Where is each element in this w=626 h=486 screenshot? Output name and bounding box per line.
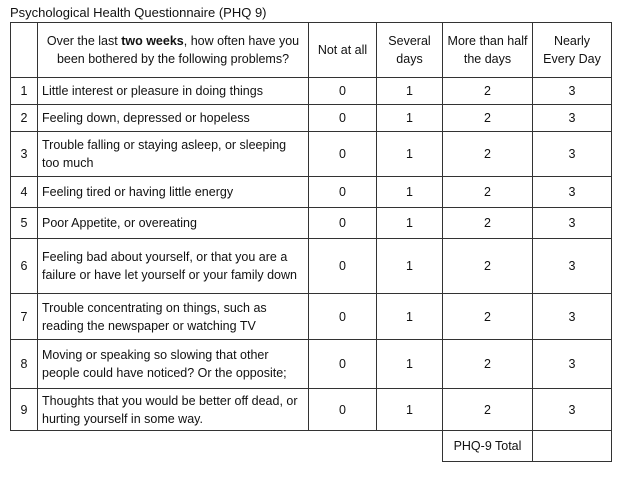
score-nearly-every-day[interactable]: 3	[533, 105, 612, 132]
score-nearly-every-day[interactable]: 3	[533, 208, 612, 239]
score-nearly-every-day[interactable]: 3	[533, 239, 612, 294]
header-nearly-every-day: Nearly Every Day	[533, 23, 612, 78]
phq9-table	[10, 22, 612, 462]
score-not-at-all[interactable]: 0	[309, 105, 377, 132]
question-text: Trouble concentrating on things, such as reading the newspaper or watching TV	[38, 294, 309, 340]
header-number-cell	[11, 23, 38, 78]
question-number: 4	[11, 177, 38, 208]
question-text: Feeling down, depressed or hopeless	[38, 105, 309, 132]
score-nearly-every-day[interactable]: 3	[533, 389, 612, 431]
score-more-than-half[interactable]: 2	[443, 78, 533, 105]
score-more-than-half[interactable]: 2	[443, 389, 533, 431]
question-row	[11, 389, 612, 431]
score-more-than-half[interactable]: 2	[443, 294, 533, 340]
score-nearly-every-day[interactable]: 3	[533, 132, 612, 177]
prompt-emphasis: two weeks	[121, 34, 184, 48]
question-row	[11, 239, 612, 294]
score-more-than-half[interactable]: 2	[443, 177, 533, 208]
score-not-at-all[interactable]: 0	[309, 208, 377, 239]
score-several-days[interactable]: 1	[377, 78, 443, 105]
question-text: Feeling bad about yourself, or that you are a failure or have let yourself or your family down	[38, 239, 309, 294]
question-row	[11, 105, 612, 132]
question-row	[11, 177, 612, 208]
question-number: 5	[11, 208, 38, 239]
score-several-days[interactable]: 1	[377, 208, 443, 239]
question-number: 7	[11, 294, 38, 340]
score-several-days[interactable]: 1	[377, 132, 443, 177]
prompt-text-start: Over the last	[46, 34, 122, 48]
score-nearly-every-day[interactable]: 3	[533, 294, 612, 340]
score-not-at-all[interactable]: 0	[309, 78, 377, 105]
question-text: Thoughts that you would be better off dead, or hurting yourself in some way.	[38, 389, 309, 431]
header-more-than-half: More than half the days	[443, 23, 533, 78]
total-value-field[interactable]	[533, 431, 612, 462]
score-several-days[interactable]: 1	[377, 177, 443, 208]
score-nearly-every-day[interactable]: 3	[533, 340, 612, 389]
question-text: Trouble falling or staying asleep, or sleeping too much	[38, 132, 309, 177]
score-more-than-half[interactable]: 2	[443, 340, 533, 389]
score-several-days[interactable]: 1	[377, 239, 443, 294]
score-more-than-half[interactable]: 2	[443, 239, 533, 294]
question-text: Feeling tired or having little energy	[38, 177, 309, 208]
page-title: Psychological Health Questionnaire (PHQ 9)	[10, 5, 267, 20]
score-several-days[interactable]: 1	[377, 340, 443, 389]
question-row	[11, 208, 612, 239]
question-row	[11, 340, 612, 389]
score-more-than-half[interactable]: 2	[443, 208, 533, 239]
question-number: 3	[11, 132, 38, 177]
header-prompt	[38, 23, 309, 78]
question-row	[11, 132, 612, 177]
question-text: Little interest or pleasure in doing things	[38, 78, 309, 105]
score-nearly-every-day[interactable]: 3	[533, 78, 612, 105]
question-number: 6	[11, 239, 38, 294]
question-number: 8	[11, 340, 38, 389]
score-not-at-all[interactable]: 0	[309, 294, 377, 340]
score-not-at-all[interactable]: 0	[309, 340, 377, 389]
score-nearly-every-day[interactable]: 3	[533, 177, 612, 208]
prompt-text-end: , how often have you been bothered by the following problems?	[56, 34, 300, 66]
header-row	[11, 23, 612, 78]
question-number: 2	[11, 105, 38, 132]
header-not-at-all: Not at all	[309, 23, 377, 78]
question-number: 9	[11, 389, 38, 431]
score-not-at-all[interactable]: 0	[309, 239, 377, 294]
header-several-days: Several days	[377, 23, 443, 78]
question-text: Moving or speaking so slowing that other people could have noticed? Or the opposite;	[38, 340, 309, 389]
total-spacer	[11, 431, 443, 462]
question-row	[11, 294, 612, 340]
score-more-than-half[interactable]: 2	[443, 132, 533, 177]
question-row	[11, 78, 612, 105]
score-several-days[interactable]: 1	[377, 105, 443, 132]
score-several-days[interactable]: 1	[377, 389, 443, 431]
score-not-at-all[interactable]: 0	[309, 389, 377, 431]
score-not-at-all[interactable]: 0	[309, 132, 377, 177]
score-several-days[interactable]: 1	[377, 294, 443, 340]
question-text: Poor Appetite, or overeating	[38, 208, 309, 239]
score-not-at-all[interactable]: 0	[309, 177, 377, 208]
total-row	[11, 431, 612, 462]
total-label: PHQ-9 Total	[443, 431, 533, 462]
score-more-than-half[interactable]: 2	[443, 105, 533, 132]
question-number: 1	[11, 78, 38, 105]
